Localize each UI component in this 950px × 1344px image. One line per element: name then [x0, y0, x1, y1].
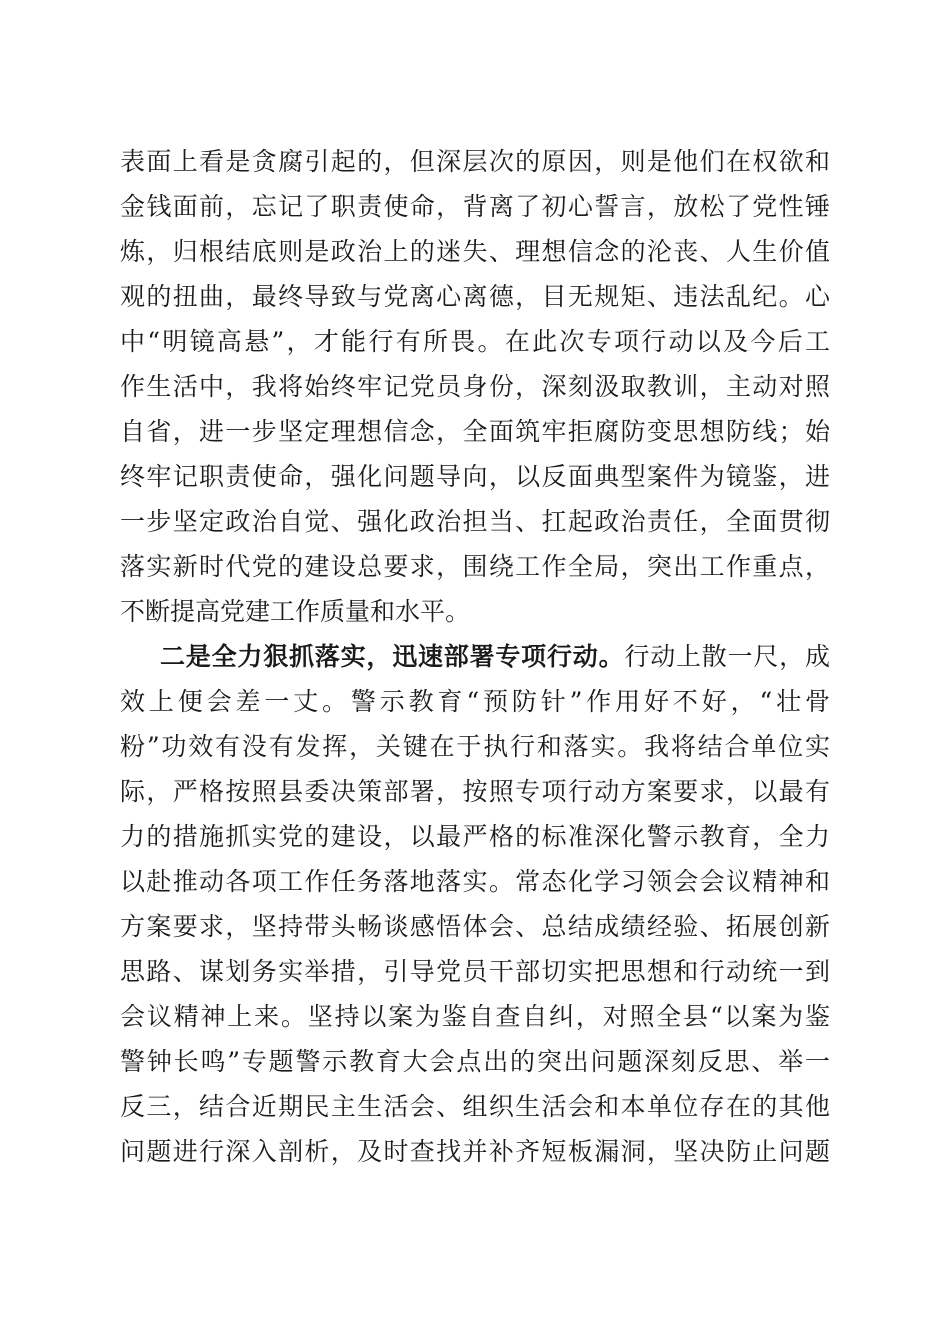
text-line: 粉”功效有没有发挥，关键在于执行和落实。我将结合单位实 [120, 732, 830, 761]
text-line: 以赴推动各项工作任务落地落实。常态化学习领会会议精神和 [120, 867, 830, 896]
text-line: 会议精神上来。坚持以案为鉴自查自纠，对照全县“以案为鉴 [120, 1002, 830, 1031]
text-line: 问题进行深入剖析，及时查找并补齐短板漏洞，坚决防止问题 [120, 1137, 830, 1166]
text-line: 思路、谋划务实举措，引导党员干部切实把思想和行动统一到 [120, 957, 830, 986]
text-line: 警钟长鸣”专题警示教育大会点出的突出问题深刻反思、举一 [120, 1047, 830, 1076]
text-line: 作生活中，我将始终牢记党员身份，深刻汲取教训，主动对照 [120, 372, 830, 401]
text-line: 力的措施抓实党的建设，以最严格的标准深化警示教育，全力 [120, 822, 830, 851]
text-line: 方案要求，坚持带头畅谈感悟体会、总结成绩经验、拓展创新 [120, 912, 830, 941]
text-line: 观的扭曲，最终导致与党离心离德，目无规矩、违法乱纪。心 [120, 282, 830, 311]
text-line: 效上便会差一丈。警示教育“预防针”作用好不好，“壮骨 [120, 687, 830, 716]
text-line: 终牢记职责使命，强化问题导向，以反面典型案件为镜鉴，进 [120, 462, 830, 491]
text-line: 不断提高党建工作质量和水平。 [120, 597, 471, 626]
text-line: 金钱面前，忘记了职责使命，背离了初心誓言，放松了党性锤 [120, 192, 830, 221]
paragraph-lead-text: 行动上散一尺，成 [624, 642, 830, 671]
paragraph-heading: 二是全力狠抓落实，迅速部署专项行动。 [160, 642, 625, 671]
text-line: 一步坚定政治自觉、强化政治担当、扛起政治责任，全面贯彻 [120, 507, 830, 536]
text-line: 自省，进一步坚定理想信念，全面筑牢拒腐防变思想防线；始 [120, 417, 830, 446]
text-line: 中“明镜高悬”，才能行有所畏。在此次专项行动以及今后工 [120, 327, 830, 356]
text-line: 落实新时代党的建设总要求，围绕工作全局，突出工作重点， [120, 552, 830, 581]
text-line: 反三，结合近期民主生活会、组织生活会和本单位存在的其他 [120, 1092, 830, 1121]
paragraph-first-line [160, 635, 830, 679]
text-line: 际，严格按照县委决策部署，按照专项行动方案要求，以最有 [120, 777, 830, 806]
text-line: 表面上看是贪腐引起的，但深层次的原因，则是他们在权欲和 [120, 147, 830, 176]
text-line: 炼，归根结底则是政治上的迷失、理想信念的沦丧、人生价值 [120, 237, 830, 266]
